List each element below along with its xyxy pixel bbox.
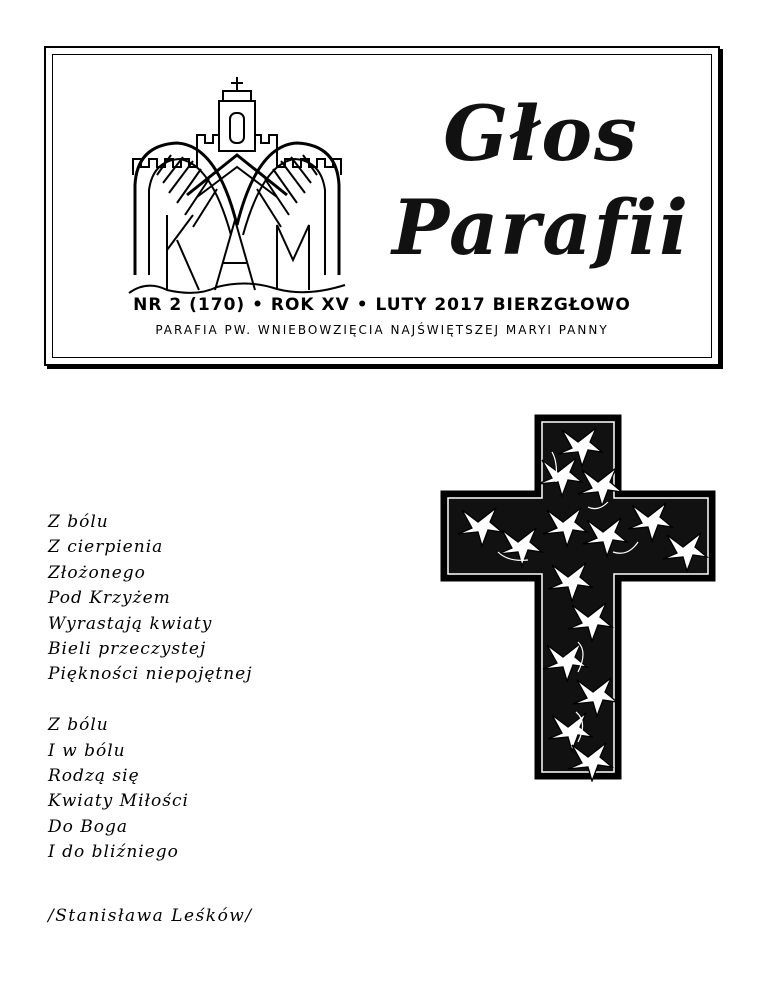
poem-line: I w bólu — [48, 740, 126, 761]
poem-line: Piękności niepojętnej — [48, 664, 253, 685]
poem-author: /Stanisława Leśków/ — [48, 906, 253, 926]
poem-line: I do bliźniego — [48, 842, 179, 863]
poem-line: Do Boga — [48, 816, 129, 837]
poem-line: Bieli przeczystej — [48, 638, 207, 659]
poem-line: Złożonego — [48, 562, 146, 583]
issue-line: NR 2 (170) • ROK XV • LUTY 2017 BIERZGŁOWO — [133, 295, 631, 315]
church-logo-icon — [127, 75, 347, 300]
stanza-break — [48, 688, 253, 713]
newsletter-title-line1: Głos — [443, 89, 639, 178]
poem-line: Kwiaty Miłości — [48, 791, 189, 812]
lily-cross-icon — [438, 412, 718, 782]
newsletter-title-line2: Parafii — [391, 183, 691, 272]
poem-line: Pod Krzyżem — [48, 588, 171, 609]
poem-line: Z bólu — [48, 512, 109, 532]
parish-name: PARAFIA PW. WNIEBOWZIĘCIA NAJŚWIĘTSZEJ MARYI PANNY — [155, 323, 609, 337]
poem-line: Z bólu — [48, 715, 109, 736]
poem — [48, 510, 253, 865]
poem-line: Rodzą się — [48, 765, 140, 786]
masthead — [44, 46, 720, 366]
poem-line: Wyrastają kwiaty — [48, 613, 213, 634]
poem-line: Z cierpienia — [48, 537, 164, 558]
masthead-inner-frame — [52, 54, 712, 358]
